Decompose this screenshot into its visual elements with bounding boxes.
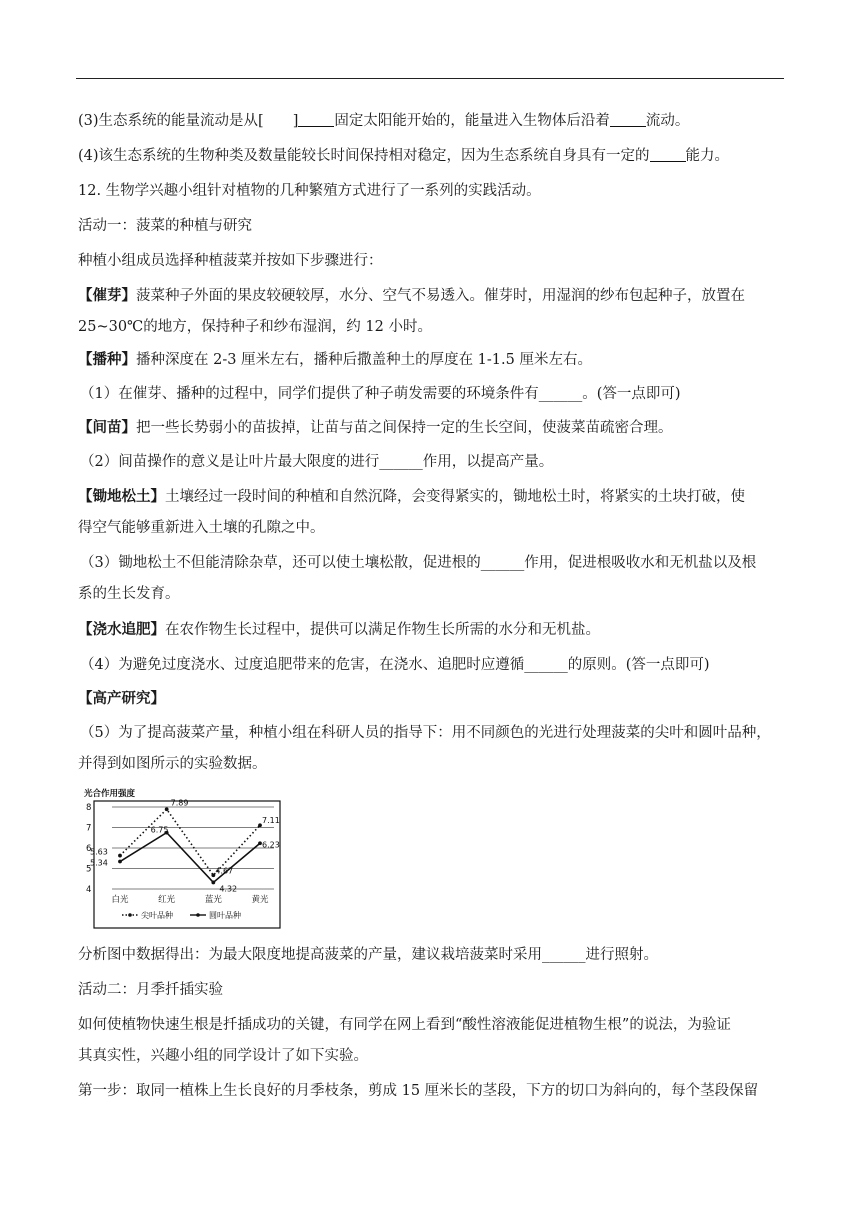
activity-2-para-cont: 其真实性，兴趣小组的同学设计了如下实验。 — [78, 1048, 368, 1064]
subquestion-3: （3）锄地松土不但能清除杂草，还可以使土壤松散，促进根的______作用，促进根吸收水和无机盐以及根 — [80, 555, 757, 571]
step-tag: 【浇水追肥】 — [78, 621, 165, 638]
step-chudi-cont: 得空气能够重新进入土壤的孔隙之中。 — [78, 520, 325, 536]
legend-label: 尖叶品种 — [141, 911, 173, 920]
legend-marker — [196, 913, 200, 917]
activity-2-heading: 活动二：月季扦插实验 — [78, 982, 223, 998]
step-bozhong: 【播种】播种深度在 2-3 厘米左右，播种后撒盖种土的厚度在 1-1.5 厘米左右。 — [78, 351, 592, 368]
step-cuiya: 【催芽】菠菜种子外面的果皮较硬较厚，水分、空气不易透入。催芽时，用湿润的纱布包起种子，放置在 — [78, 287, 745, 304]
question-line-3: (3)生态系统的能量流动是从[ ] 固定太阳能开始的，能量进入生物体后沿着 流动。 — [78, 113, 690, 129]
step-chudi: 【锄地松土】土壤经过一段时间的种植和自然沉降，会变得紧实的，锄地松土时，将紧实的土块打破，使 — [78, 488, 745, 505]
data-point — [118, 860, 122, 864]
data-label: 4.32 — [219, 884, 238, 894]
y-tick-label: 8 — [86, 803, 92, 813]
subquestion-2: （2）间苗操作的意义是让叶片最大限度的进行______作用，以提高产量。 — [80, 454, 554, 470]
activity-1-intro: 种植小组成员选择种植菠菜并按如下步骤进行： — [78, 253, 383, 269]
step-cuiya-cont: 25~30℃的地方，保持种子和纱布湿润，约 12 小时。 — [78, 319, 432, 335]
activity-2-para: 如何使植物快速生根是扦插成功的关键，有同学在网上看到“酸性溶液能促进植物生根”的说法，为验证 — [78, 1017, 731, 1033]
chart-title: 光合作用强度 — [84, 789, 136, 799]
x-tick-label: 白光 — [111, 895, 129, 905]
subquestion-5: （5）为了提高菠菜产量，种植小组在科研人员的指导下：用不同颜色的光进行处理菠菜的尖叶和圆叶品种， — [80, 725, 771, 741]
data-point — [211, 881, 215, 885]
y-tick-label: 5 — [86, 864, 92, 875]
question-12-title: 12. 生物学兴趣小组针对植物的几种繁殖方式进行了一系列的实践活动。 — [78, 183, 541, 199]
question-line-4: (4)该生态系统的生物种类及数量能较长时间保持相对稳定，因为生态系统自身具有一定的 能力。 — [78, 148, 730, 164]
data-label: 4.67 — [215, 866, 234, 876]
x-tick-label: 黄光 — [251, 895, 269, 905]
answer-blank[interactable] — [650, 147, 686, 162]
data-label: 7.89 — [170, 798, 189, 808]
data-label: 5.63 — [90, 847, 108, 857]
step-tag: 【间苗】 — [78, 419, 136, 436]
activity-1-heading: 活动一：菠菜的种植与研究 — [78, 218, 252, 234]
step-jiaoshui: 【浇水追肥】在农作物生长过程中，提供可以满足作物生长所需的水分和无机盐。 — [78, 621, 600, 638]
subquestion-1: （1）在催芽、播种的过程中，同学们提供了种子萌发需要的环境条件有______。(答一点即可) — [80, 386, 681, 402]
step-tag: 【催芽】 — [78, 287, 136, 304]
step-gaochan: 【高产研究】 — [78, 690, 165, 707]
answer-blank[interactable] — [298, 112, 334, 127]
data-label: 6.23 — [262, 840, 280, 850]
header-rule — [76, 78, 784, 79]
data-label: 7.11 — [262, 816, 280, 826]
x-tick-label: 蓝光 — [204, 895, 222, 905]
legend-marker — [128, 913, 132, 917]
subquestion-4: （4）为避免过度浇水、过度追肥带来的危害，在浇水、追肥时应遵循______的原则。(答一点即可) — [80, 657, 710, 673]
data-point — [118, 854, 122, 858]
data-label: 6.75 — [150, 825, 169, 835]
data-label: 5.34 — [90, 858, 108, 868]
y-tick-label: 7 — [86, 823, 92, 834]
step-tag: 【锄地松土】 — [78, 488, 165, 505]
subquestion-5-cont: 并得到如图所示的实验数据。 — [78, 756, 267, 772]
photosynthesis-line-chart — [82, 785, 282, 930]
step-tag: 【播种】 — [78, 351, 136, 368]
y-tick-label: 4 — [86, 885, 92, 895]
legend-label: 圆叶品种 — [209, 911, 241, 920]
data-point — [165, 807, 169, 811]
step-1-line: 第一步：取同一植株上生长良好的月季枝条，剪成 15 厘米长的茎段，下方的切口为斜向的，每个茎段保留 — [78, 1083, 759, 1099]
subquestion-3-cont: 系的生长发育。 — [78, 586, 180, 602]
analysis-line: 分析图中数据得出：为最大限度地提高菠菜的产量，建议栽培菠菜时采用______进行照射。 — [78, 947, 658, 963]
step-jianmiao: 【间苗】把一些长势弱小的苗拔掉，让苗与苗之间保持一定的生长空间，使菠菜苗疏密合理。 — [78, 419, 673, 436]
x-tick-label: 红光 — [158, 895, 176, 905]
answer-blank[interactable] — [610, 112, 646, 127]
y-tick-label: 6 — [86, 844, 92, 854]
